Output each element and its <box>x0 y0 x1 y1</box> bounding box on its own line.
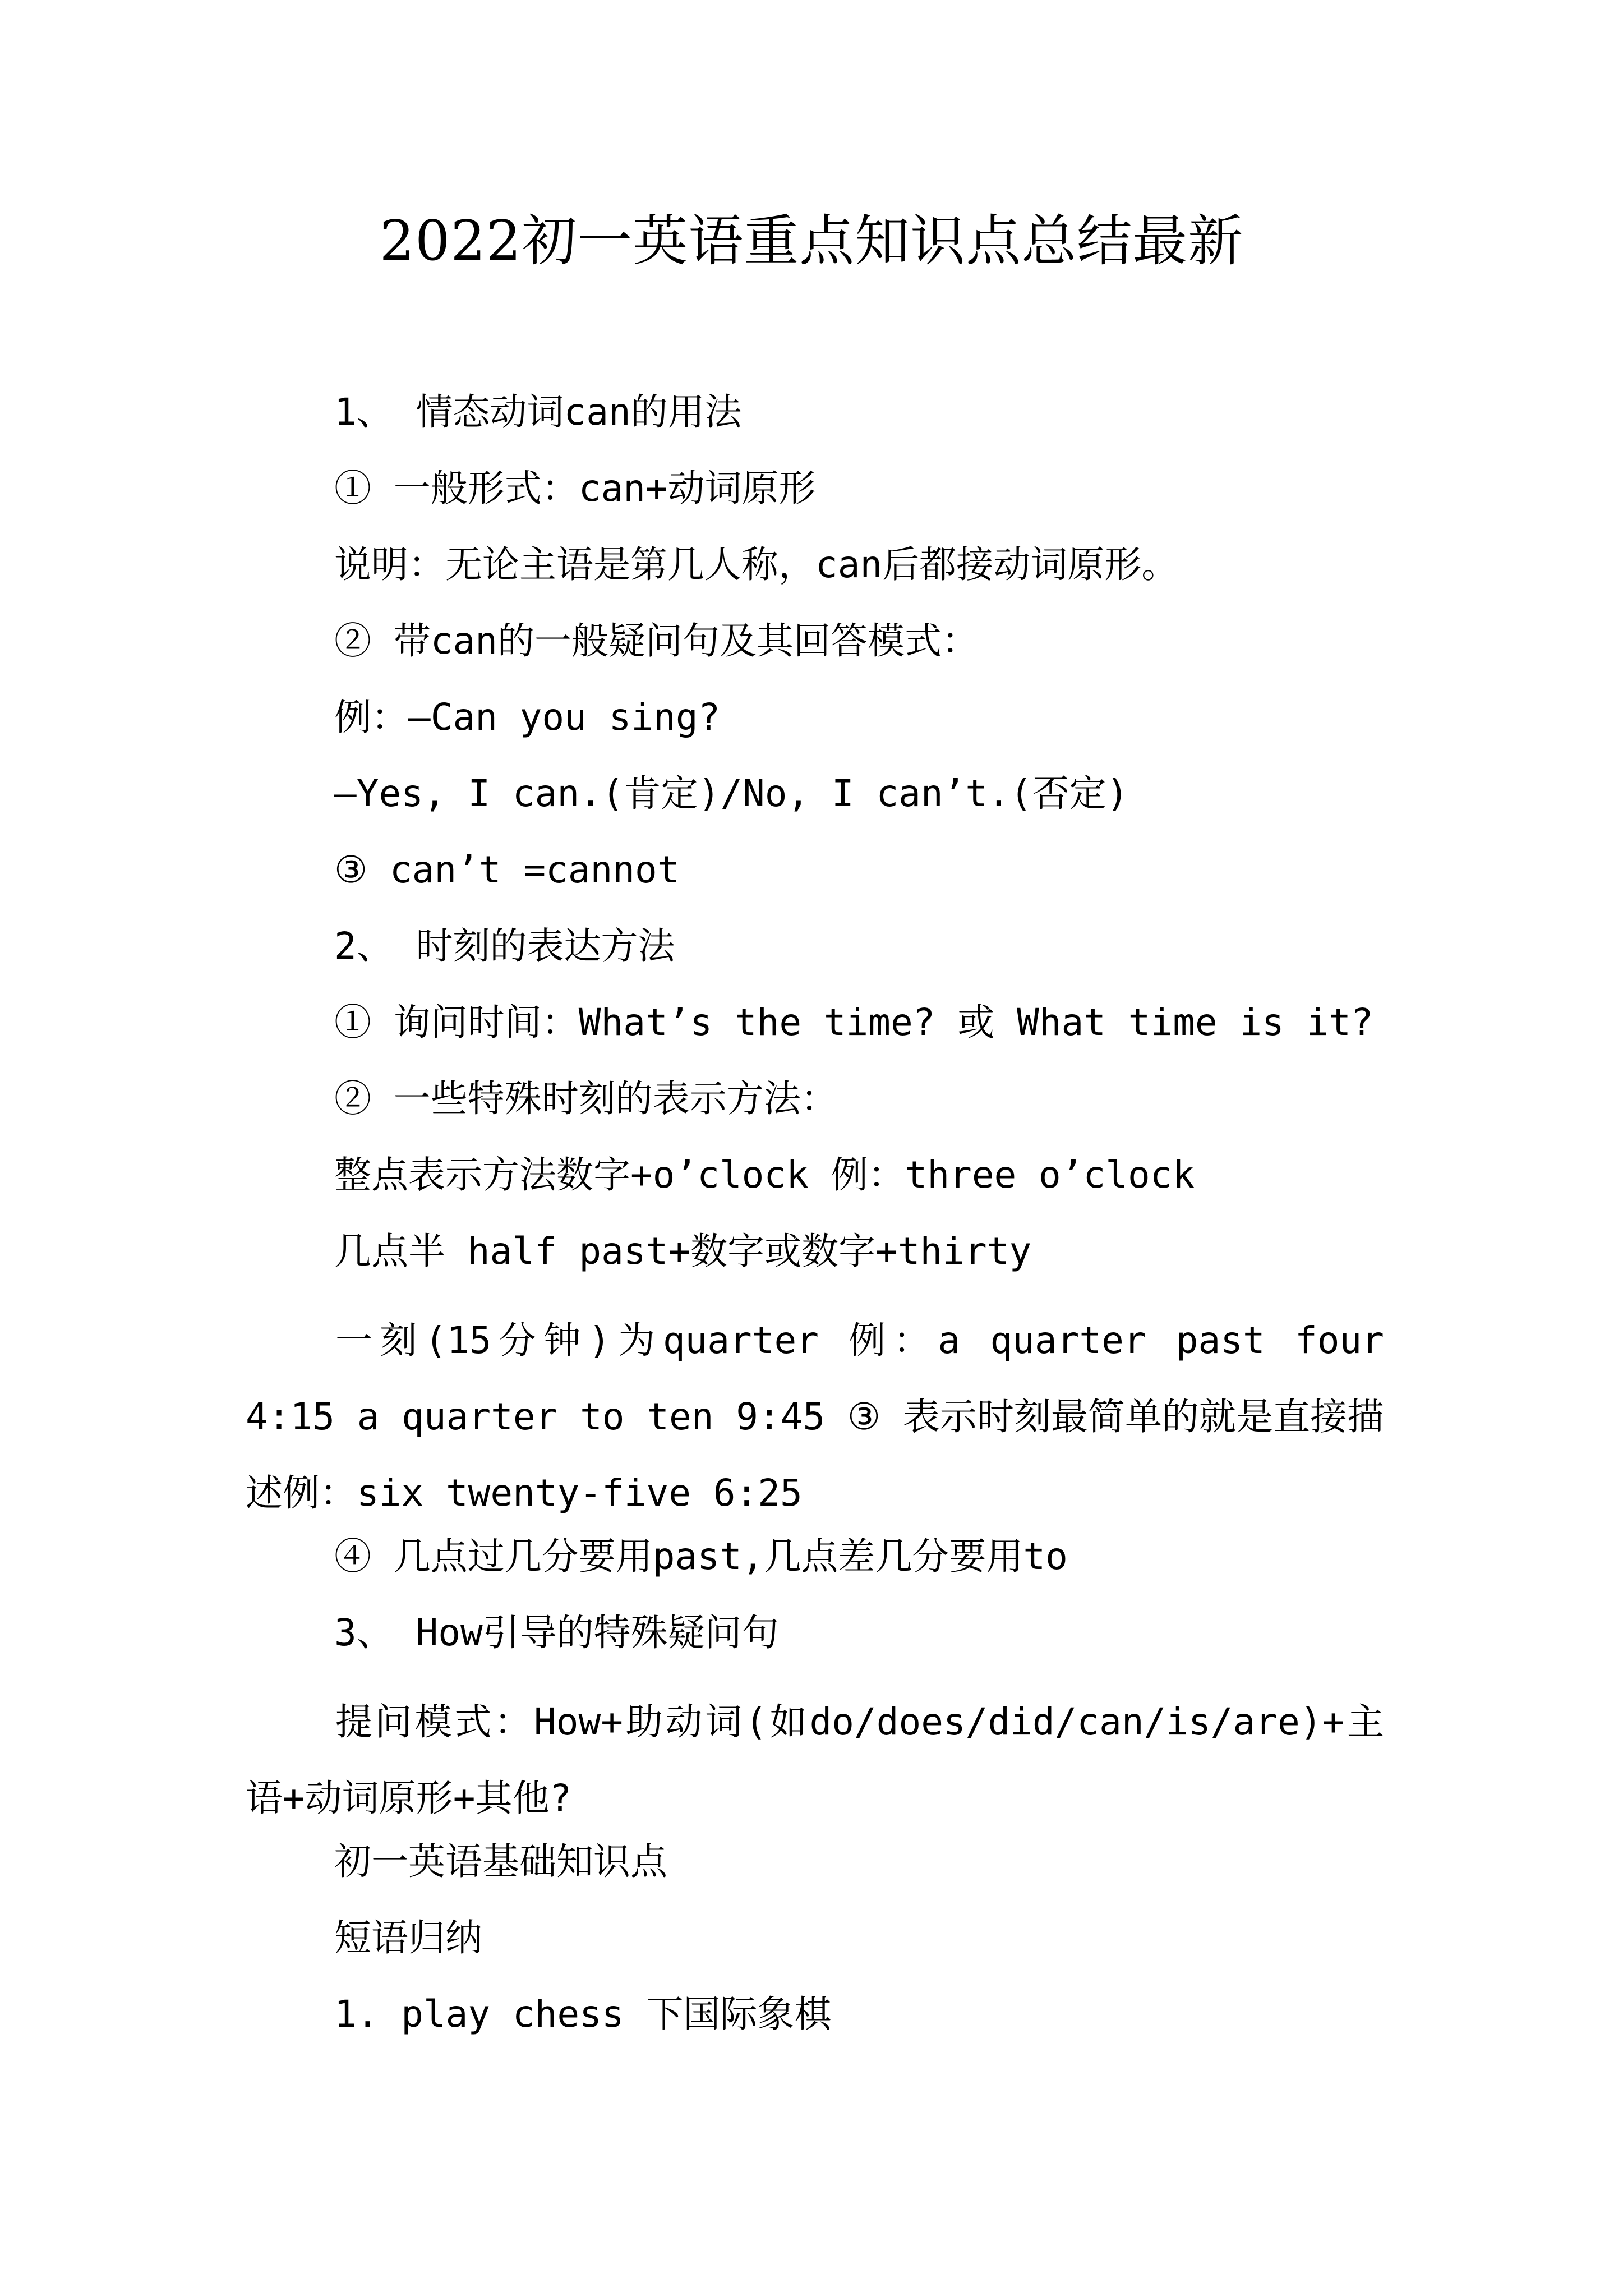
text-line: ③ can’t =cannot <box>334 848 680 891</box>
text-line: 例：—Can you sing? <box>334 696 721 739</box>
section-heading-how: 3、 How引导的特殊疑问句 <box>334 1611 779 1654</box>
text-line: ① 询问时间：What’s the time? 或 What time is it? <box>334 1001 1373 1044</box>
list-item: 1. play chess 下国际象棋 <box>334 1993 832 2036</box>
text-line: 初一英语基础知识点 <box>334 1840 667 1883</box>
text-line: ② 一些特殊时刻的表示方法： <box>334 1077 838 1120</box>
text-line: 几点半 half past+数字或数字+thirty <box>334 1230 1032 1273</box>
text-paragraph-how-pattern: 提问模式：How+助动词(如do/does/did/can/is/are)+主语+动词原形+其他? <box>246 1700 1384 1820</box>
text-line: ② 带can的一般疑问句及其回答模式： <box>334 619 979 662</box>
text-line: ④ 几点过几分要用past,几点差几分要用to <box>334 1535 1068 1578</box>
text-paragraph-quarter: 一刻(15分钟)为quarter 例：a quarter past four 4:15 a quarter to ten 9:45 ③ 表示时刻最简单的就是直接描述例：six twenty-five 6:25 <box>246 1319 1384 1515</box>
text-line: ① 一般形式：can+动词原形 <box>334 467 816 510</box>
document-title: 2022初一英语重点知识点总结最新 <box>379 209 1244 273</box>
text-line: 整点表示方法数字+o’clock 例：three o’clock <box>334 1153 1195 1197</box>
text-line: —Yes, I can.(肯定)/No, I can’t.(否定) <box>334 772 1129 815</box>
text-line: 说明：无论主语是第几人称，can后都接动词原形。 <box>334 543 1179 586</box>
section-heading-modal-can: 1、 情态动词can的用法 <box>334 390 742 434</box>
section-heading-time: 2、 时刻的表达方法 <box>334 924 675 968</box>
text-line: 短语归纳 <box>334 1916 482 1959</box>
